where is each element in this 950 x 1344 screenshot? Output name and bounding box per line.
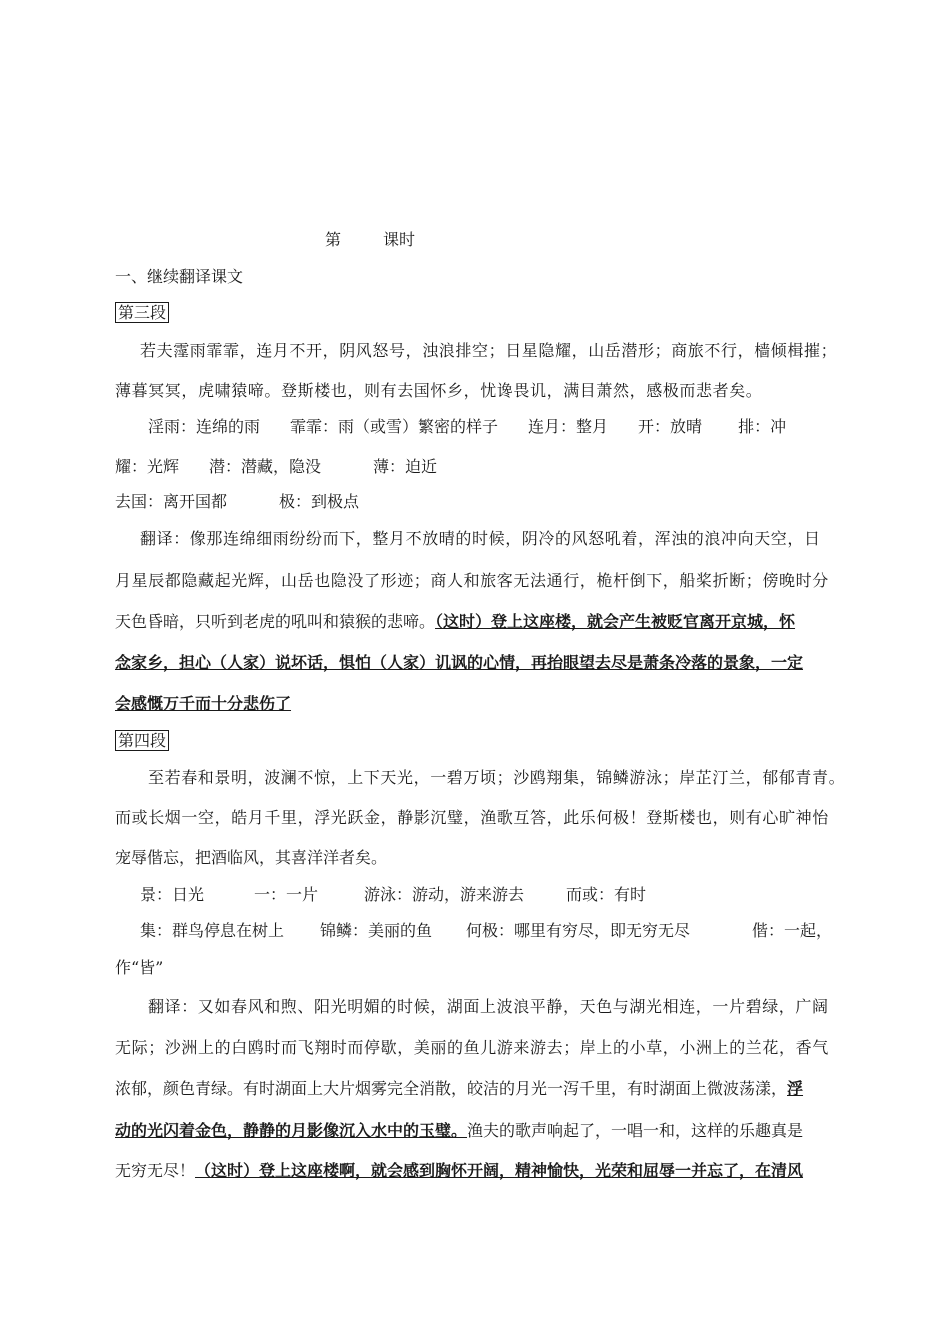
note: 霏霏：雨（或雪）繁密的样子 <box>290 417 499 436</box>
para3-notes-line-1 <box>148 417 786 437</box>
note: 何极：哪里有穷尽，即无穷无尽 <box>466 921 691 940</box>
note: 锦鳞：美丽的鱼 <box>320 921 433 940</box>
translation-emphasis: （这时）登上这座楼啊，就会感到胸怀开阔，精神愉快，光荣和屈辱一并忘了，在清风 <box>195 1161 804 1180</box>
translation-text: 浓郁，颜色青绿。有时湖面上大片烟雾完全消散，皎洁的月光一泻千里，有时湖面上微波荡漾， <box>115 1079 788 1098</box>
para4-translation-line-2: 无际；沙洲上的白鸥时而飞翔时而停歇，美丽的鱼儿游来游去；岸上的小草，小洲上的兰花，香气 <box>115 1038 829 1057</box>
note: 潜：潜藏，隐没 <box>209 457 322 476</box>
para4-notes-line-3: 作“皆” <box>115 958 164 977</box>
note: 去国：离开国都 <box>115 492 228 511</box>
para4-translation-line-5 <box>115 1161 803 1181</box>
para4-text-line-1: 至若春和景明，波澜不惊，上下天光，一碧万顷；沙鸥翔集，锦鳞游泳；岸芷汀兰，郁郁青青。 <box>148 768 846 787</box>
note: 游泳：游动，游来游去 <box>364 885 525 904</box>
para4-heading <box>115 731 169 751</box>
para3-heading <box>115 303 169 323</box>
para4-translation-line-4 <box>115 1121 803 1141</box>
note: 一：一片 <box>254 885 319 904</box>
title-part-1: 第 <box>325 230 342 249</box>
lesson-title <box>325 230 415 250</box>
translation-text: 无穷无尽！ <box>115 1161 196 1180</box>
translation-emphasis: （这时）登上这座楼，就会产生被贬官离开京城，怀 <box>435 612 796 631</box>
para4-text-line-2: 而或长烟一空，皓月千里，浮光跃金，静影沉璧，渔歌互答，此乐何极！登斯楼也，则有心旷神怡 <box>115 808 829 827</box>
note: 景：日光 <box>140 885 205 904</box>
para3-text-line-1: 若夫霪雨霏霏，连月不开，阴风怒号，浊浪排空；日星隐耀，山岳潜形；商旅不行，樯倾楫摧； <box>140 341 838 360</box>
para4-heading-box: 第四段 <box>115 730 169 751</box>
para4-translation-line-3 <box>115 1079 803 1099</box>
note: 淫雨：连绵的雨 <box>148 417 261 436</box>
para3-notes-line-3 <box>115 492 359 512</box>
para3-translation-line-4: 念家乡，担心（人家）说坏话，惧怕（人家）讥讽的心情，再抬眼望去尽是萧条冷落的景象，一定 <box>115 653 804 672</box>
section-heading: 一、继续翻译课文 <box>115 267 244 286</box>
para3-translation-line-5: 会感慨万千而十分悲伤了 <box>115 694 292 713</box>
translation-emphasis: 动的光闪着金色，静静的月影像沉入水中的玉璧。 <box>115 1121 468 1140</box>
note: 连月：整月 <box>528 417 609 436</box>
translation-emphasis: 浮 <box>787 1079 804 1098</box>
note: 而或：有时 <box>566 885 647 904</box>
para3-notes-line-2 <box>115 457 437 477</box>
para4-text-line-3: 宠辱偕忘，把酒临风，其喜洋洋者矣。 <box>115 848 388 867</box>
note: 集：群鸟停息在树上 <box>140 921 285 940</box>
note: 偕：一起， <box>752 921 833 940</box>
note: 开：放晴 <box>638 417 703 436</box>
para3-translation-line-1: 翻译：像那连绵细雨纷纷而下，整月不放晴的时候，阴冷的风怒吼着，浑浊的浪冲向天空，日 <box>140 529 821 548</box>
note: 排：冲 <box>738 417 787 436</box>
para3-translation-line-3 <box>115 612 795 632</box>
para3-text-line-2: 薄暮冥冥，虎啸猿啼。登斯楼也，则有去国怀乡，忧谗畏讥，满目萧然，感极而悲者矣。 <box>115 381 763 400</box>
note: 薄：迫近 <box>373 457 438 476</box>
note: 极：到极点 <box>279 492 360 511</box>
translation-text: 渔夫的歌声响起了，一唱一和，这样的乐趣真是 <box>467 1121 804 1140</box>
para3-translation-line-2: 月星辰都隐藏起光辉，山岳也隐没了形迹；商人和旅客无法通行，桅杆倒下，船桨折断；傍晚时分 <box>115 571 829 590</box>
para4-translation-line-1: 翻译：又如春风和煦、阳光明媚的时候，湖面上波浪平静，天色与湖光相连，一片碧绿，广阔 <box>148 997 829 1016</box>
para3-heading-box: 第三段 <box>115 302 169 323</box>
note: 耀：光辉 <box>115 457 180 476</box>
title-part-2: 课时 <box>383 230 416 249</box>
para4-notes-line-1 <box>140 885 646 905</box>
translation-text: 天色昏暗，只听到老虎的吼叫和猿猴的悲啼。 <box>115 612 436 631</box>
para4-notes-line-2 <box>140 921 832 941</box>
